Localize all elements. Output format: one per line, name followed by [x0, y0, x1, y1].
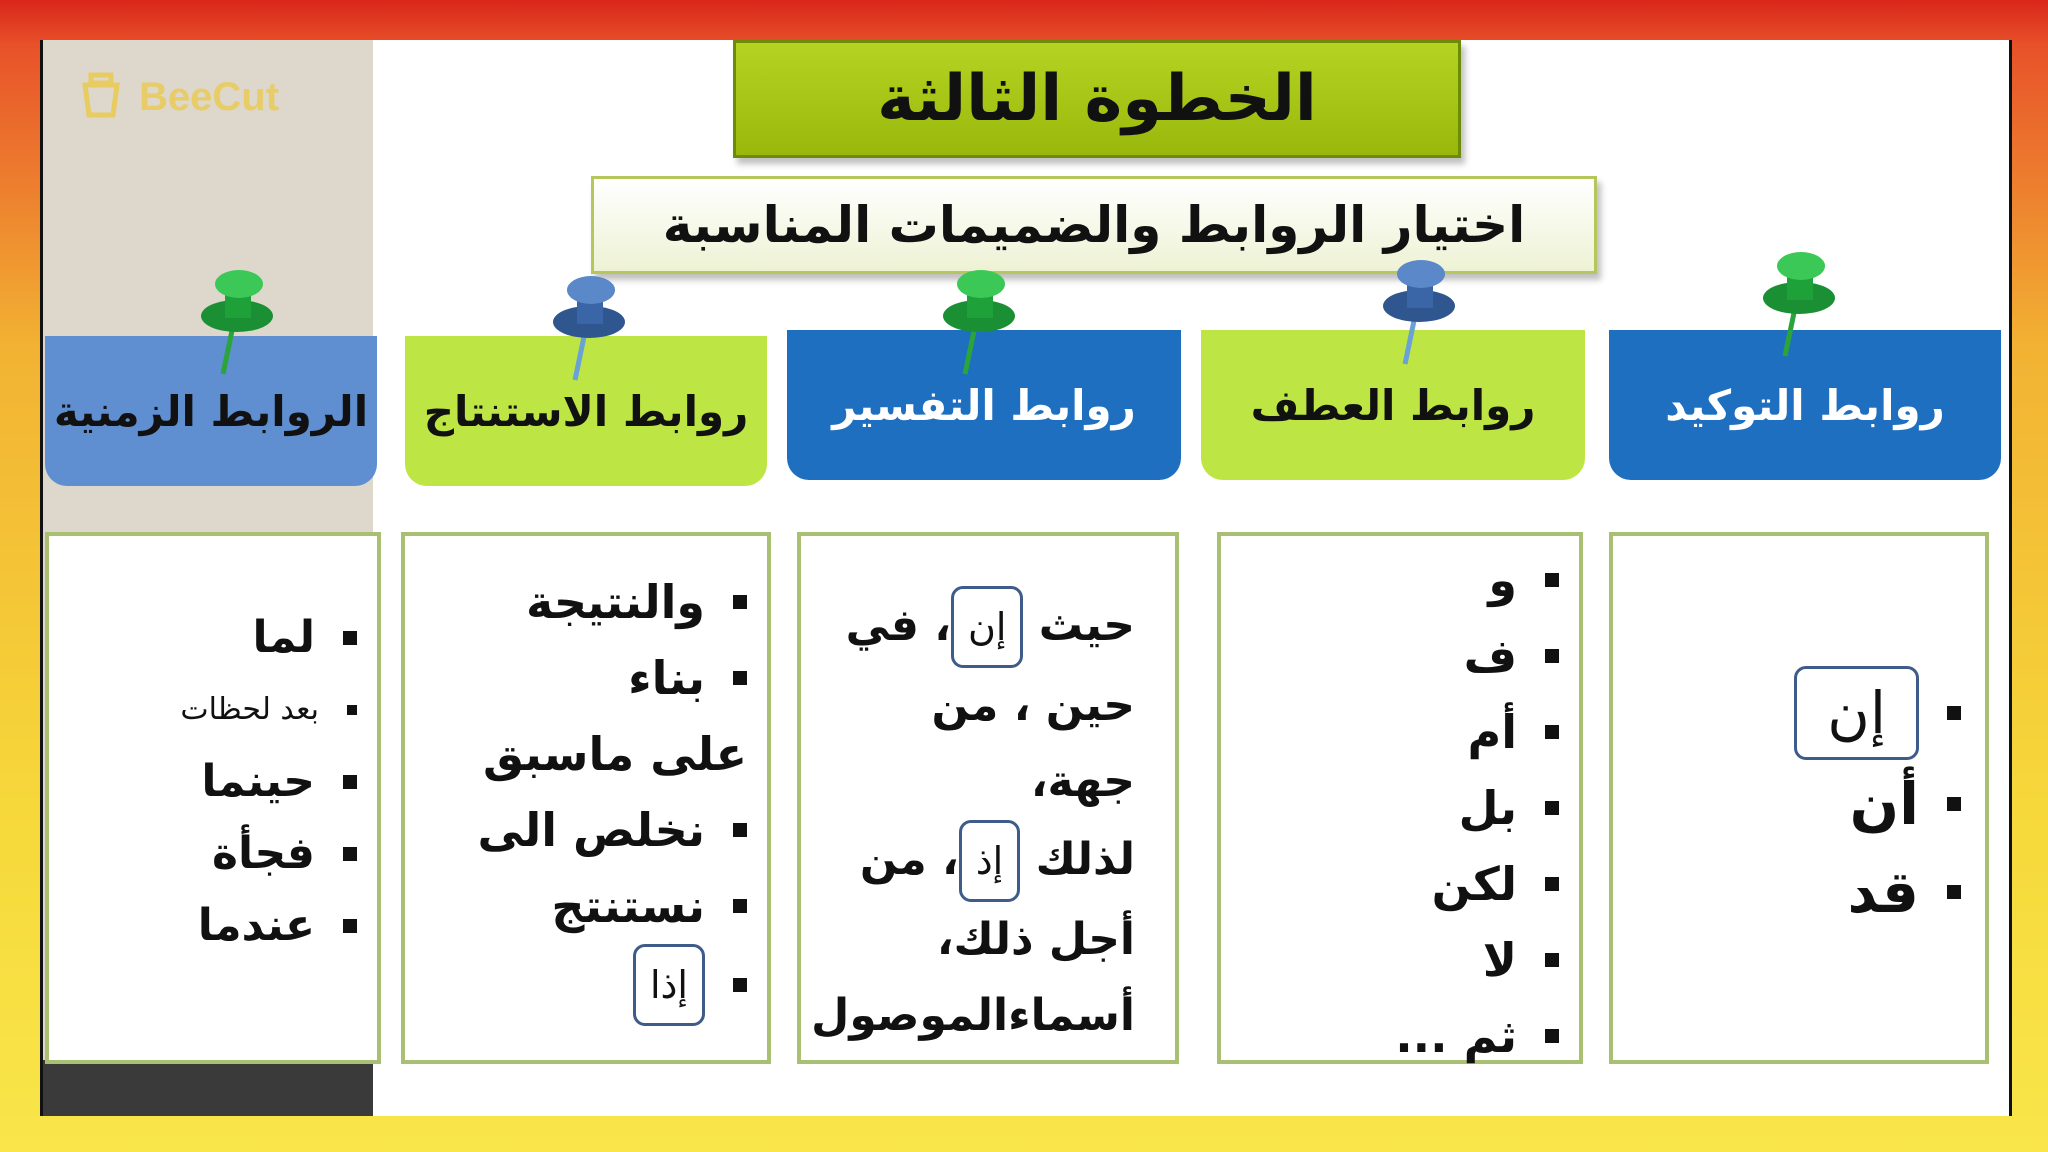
bullet-icon — [733, 595, 747, 609]
desk-corner — [43, 1060, 373, 1116]
box-conclusion — [401, 532, 771, 1064]
list-item: فجأة — [180, 818, 357, 890]
bee-logo-icon — [73, 67, 129, 127]
pushpin-green-icon — [933, 266, 1023, 376]
list-item: قد — [1794, 848, 1961, 936]
list-conclusion — [477, 564, 747, 1026]
list-item: بناء — [477, 640, 747, 716]
bullet-icon — [733, 978, 747, 992]
list-item: لكن — [1395, 846, 1559, 922]
bullet-icon — [1545, 573, 1559, 587]
header-temporal-label: الروابط الزمنية — [53, 386, 369, 436]
explanation-line: أجل ذلك، — [936, 914, 1135, 965]
list-item: لا — [1395, 922, 1559, 998]
list-item: بعد لحظات — [180, 674, 357, 746]
list-item: بل — [1395, 770, 1559, 846]
page-subtitle: اختيار الروابط والضميمات المناسبة — [591, 176, 1597, 274]
header-conclusion-label: روابط الاستنتاج — [423, 386, 749, 436]
slide-frame — [40, 40, 2012, 1116]
bullet-icon — [343, 775, 357, 789]
list-item: حينما — [180, 746, 357, 818]
bullet-icon — [1545, 649, 1559, 663]
list-item: على ماسبق — [483, 727, 747, 781]
explanation-line: لذلك إذ، من — [815, 820, 1135, 902]
list-item: أم — [1395, 694, 1559, 770]
bullet-icon — [343, 919, 357, 933]
list-item: إذا — [477, 944, 747, 1026]
bullet-icon — [1947, 706, 1961, 720]
bullet-icon — [1545, 801, 1559, 815]
list-emphasis — [1794, 666, 1961, 936]
explanation-line: حين ، من جهة، — [931, 680, 1135, 807]
header-conjunction-label: روابط العطف — [1250, 380, 1536, 430]
bullet-icon — [1947, 885, 1961, 899]
list-temporal — [180, 602, 357, 962]
bullet-icon — [343, 847, 357, 861]
list-item: نستنتج — [477, 868, 747, 944]
list-item: إن — [1794, 666, 1961, 760]
list-item: والنتيجة — [477, 564, 747, 640]
list-item: نخلص الى — [477, 792, 747, 868]
bullet-icon — [733, 899, 747, 913]
watermark-text: BeeCut — [139, 74, 280, 119]
pushpin-blue-icon — [1373, 256, 1463, 366]
list-item: ثم ... — [1395, 998, 1559, 1074]
list-item: و — [1395, 542, 1559, 618]
explanation-line: حيث إن، في — [815, 586, 1135, 668]
bullet-icon — [1545, 1029, 1559, 1043]
pushpin-green-icon — [191, 266, 281, 376]
list-item: عندما — [180, 890, 357, 962]
box-emphasis — [1609, 532, 1989, 1064]
bullet-icon — [733, 823, 747, 837]
header-explanation-label: روابط التفسير — [832, 380, 1136, 430]
watermark — [73, 62, 279, 132]
list-conjunction — [1395, 542, 1559, 1074]
pushpin-blue-icon — [543, 272, 633, 382]
bullet-icon — [1947, 797, 1961, 811]
bullet-icon — [343, 631, 357, 645]
bullet-icon — [1545, 877, 1559, 891]
bullet-icon — [1545, 953, 1559, 967]
explanation-text — [811, 586, 1135, 1054]
box-temporal — [45, 532, 381, 1064]
pushpin-green-icon — [1753, 248, 1843, 358]
list-item: ف — [1395, 618, 1559, 694]
bullet-icon — [733, 671, 747, 685]
list-item: أن — [1794, 760, 1961, 848]
bullet-icon — [1545, 725, 1559, 739]
page-title: الخطوة الثالثة — [733, 40, 1461, 158]
explanation-line: أسماءالموصول — [811, 990, 1135, 1041]
bullet-icon — [347, 705, 357, 715]
list-item: لما — [180, 602, 357, 674]
box-conjunction — [1217, 532, 1583, 1064]
box-explanation — [797, 532, 1179, 1064]
header-emphasis-label: روابط التوكيد — [1665, 380, 1945, 430]
